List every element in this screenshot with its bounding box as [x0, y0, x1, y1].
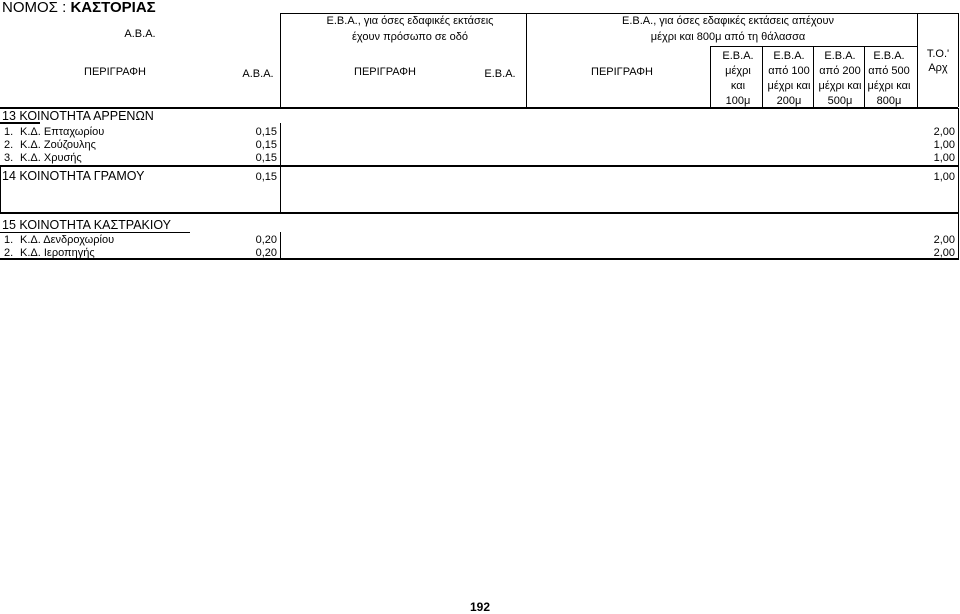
table-row-name: Κ.Δ. Χρυσής	[20, 152, 82, 164]
title-prefecture: ΚΑΣΤΟΡΙΑΣ	[70, 0, 156, 16]
page-title	[2, 0, 156, 15]
table-right-border	[958, 13, 959, 107]
distance-col-4-line3: μέχρι και	[867, 80, 911, 92]
distance-col-3-line4: 500μ	[827, 95, 853, 107]
header-perigrafi-2: ΠΕΡΙΓΡΑΦΗ	[354, 66, 416, 78]
section-15-title-rule	[0, 232, 190, 233]
table-row-aba: 0,15	[255, 152, 277, 164]
header-eba-col: Ε.Β.Α.	[484, 68, 516, 80]
distance-col-3-line3: μέχρι και	[818, 80, 862, 92]
header-group-sea-line1: Ε.Β.Α., για όσες εδαφικές εκτάσεις απέχουν	[622, 15, 834, 27]
section-13-aba-divider	[280, 123, 281, 165]
section-15-right-border	[958, 214, 959, 258]
col-divider	[864, 46, 865, 107]
table-row-name: Κ.Δ. Επταχωρίου	[20, 126, 105, 138]
section-title-13: 13 ΚΟΙΝΟΤΗΤΑ ΑΡΡΕΝΩΝ	[2, 109, 154, 123]
header-perigrafi-1: ΠΕΡΙΓΡΑΦΗ	[84, 66, 146, 78]
table-row-to: 1,00	[933, 139, 955, 151]
section-14-to: 1,00	[933, 171, 955, 183]
header-to-line2: Αρχ	[928, 62, 948, 74]
distance-col-4-line2: από 500	[868, 65, 910, 77]
section-13-end-rule	[0, 165, 959, 167]
page-number: 192	[469, 600, 491, 614]
table-row-aba: 0,20	[255, 234, 277, 246]
table-row-num: 2.	[4, 247, 14, 259]
table-row-to: 2,00	[933, 234, 955, 246]
col-divider	[526, 13, 527, 107]
table-row-num: 1.	[4, 126, 14, 138]
table-row-name: Κ.Δ. Ζούζουλης	[20, 139, 96, 151]
table-row-num: 1.	[4, 234, 14, 246]
section-14-right-border	[958, 166, 959, 212]
distance-col-1-line4: 100μ	[725, 95, 751, 107]
distance-col-2-line2: από 100	[768, 65, 810, 77]
distance-col-4-line1: Ε.Β.Α.	[873, 50, 905, 62]
distance-col-3-line2: από 200	[819, 65, 861, 77]
section-14-aba: 0,15	[255, 171, 277, 183]
distance-col-2-line1: Ε.Β.Α.	[773, 50, 805, 62]
col-divider	[280, 13, 281, 107]
section-13-top-rule	[0, 108, 958, 109]
table-row-aba: 0,20	[255, 247, 277, 259]
table-row-to: 1,00	[933, 152, 955, 164]
section-title-14: 14 ΚΟΙΝΟΤΗΤΑ ΓΡΑΜΟΥ	[2, 169, 145, 183]
section-13-right-border	[958, 108, 959, 165]
distance-col-2-line4: 200μ	[776, 95, 802, 107]
section-15-end-rule	[0, 258, 959, 260]
col-divider	[813, 46, 814, 107]
header-to-line1: Τ.Ο.'	[926, 48, 950, 60]
table-row-aba: 0,15	[255, 139, 277, 151]
table-row-to: 2,00	[933, 247, 955, 259]
header-group-sea-line2: μέχρι και 800μ από τη θάλασσα	[650, 31, 806, 43]
distance-col-1-line1: Ε.Β.Α.	[722, 50, 754, 62]
table-row-name: Κ.Δ. Ιεροπηγής	[20, 247, 95, 259]
table-row-num: 2.	[4, 139, 14, 151]
distance-col-2-line3: μέχρι και	[767, 80, 811, 92]
section-title-15: 15 ΚΟΙΝΟΤΗΤΑ ΚΑΣΤΡΑΚΙΟΥ	[2, 218, 172, 232]
section-14-left-border	[0, 166, 1, 212]
section-15-aba-divider	[280, 232, 281, 258]
col-divider	[917, 13, 918, 107]
col-divider	[762, 46, 763, 107]
section-14-aba-divider	[280, 166, 281, 212]
header-aba-col: Α.Β.Α.	[242, 68, 274, 80]
header-group-road-line2: έχουν πρόσωπο σε οδό	[352, 31, 468, 43]
section-13-bottom-rule	[0, 122, 40, 124]
distance-col-1-line3: και	[730, 80, 746, 92]
header-top-rule	[280, 13, 958, 14]
table-row-name: Κ.Δ. Δενδροχωρίου	[20, 234, 115, 246]
section-14-end-rule	[0, 212, 959, 214]
table-row-num: 3.	[4, 152, 14, 164]
col-divider	[710, 46, 711, 107]
header-perigrafi-3: ΠΕΡΙΓΡΑΦΗ	[591, 66, 653, 78]
distance-col-3-line1: Ε.Β.Α.	[824, 50, 856, 62]
table-row-to: 2,00	[933, 126, 955, 138]
distance-col-4-line4: 800μ	[876, 95, 902, 107]
header-aba-top: Α.Β.Α.	[124, 28, 156, 40]
header-group-road-line1: Ε.Β.Α., για όσες εδαφικές εκτάσεις	[326, 15, 494, 27]
table-row-aba: 0,15	[255, 126, 277, 138]
title-prefix: ΝΟΜΟΣ :	[2, 0, 71, 16]
distance-col-1-line2: μέχρι	[725, 65, 751, 77]
